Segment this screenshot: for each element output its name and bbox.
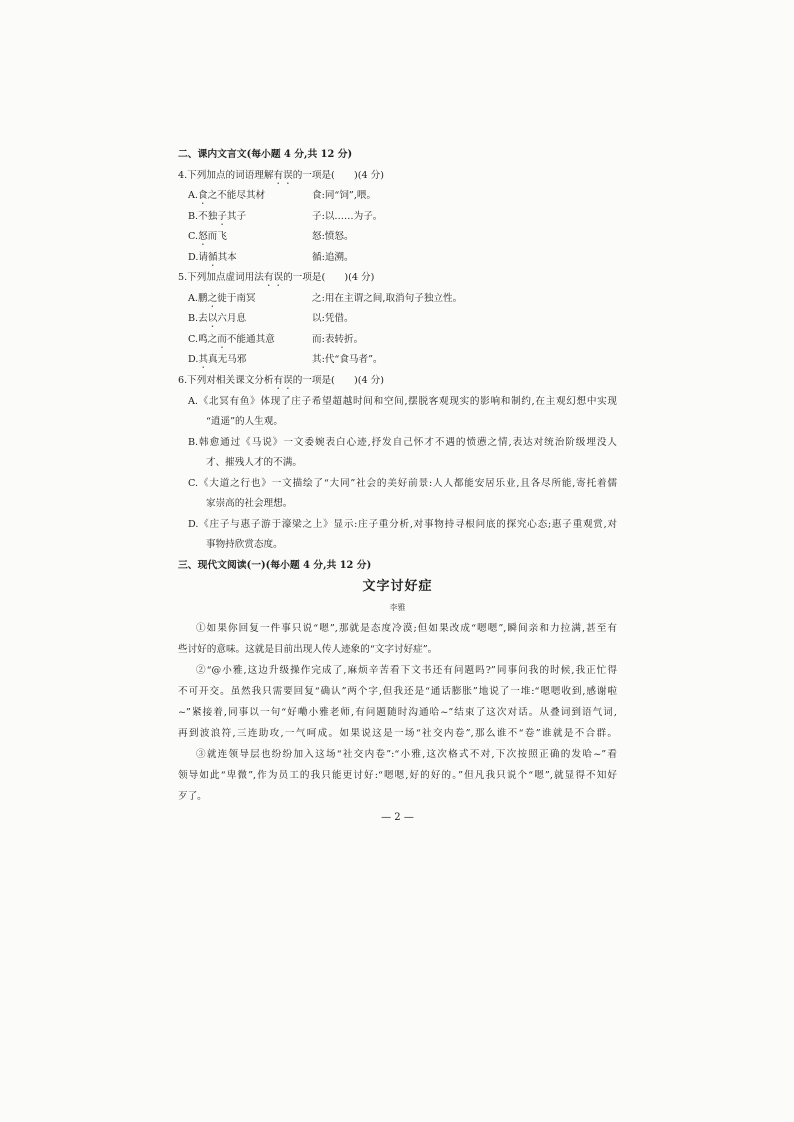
stem-text: 的一项是( )(4 分) [292, 169, 384, 181]
emphasized-text: 有误 [273, 169, 293, 181]
option-text-post: 之不能尽其材 [207, 190, 266, 202]
emphasized-word: 循 [208, 251, 218, 263]
option-label: D. [188, 354, 199, 366]
option-text-post: 六月息 [217, 313, 247, 325]
q6-option-b-line: 才、摧残人才的不满。 [206, 457, 302, 469]
option-explanation: 之:用在主谓之间,取消句子独立性。 [312, 292, 463, 304]
option-explanation: 子:以……为子。 [312, 210, 383, 222]
option-text-post: 其子 [226, 210, 247, 222]
stem-text: 的一项是( )(4 分) [292, 375, 384, 387]
q6-option-c-line: 家崇高的社会理想。 [206, 498, 293, 510]
q5-option-b [178, 309, 617, 330]
option-label: A. [188, 292, 198, 304]
question-6-stem [178, 371, 617, 392]
option-text-post: 真无马邪 [208, 354, 247, 366]
paragraph-line: 不可开交。虽然我只需要回复“确认”两个字,但我还是“通话膨胀”地说了一堆:“嗯嗯收到,感谢啦 [178, 686, 617, 698]
emphasized-word: 子 [217, 210, 227, 222]
q4-option-a [178, 186, 617, 207]
option-text [188, 248, 312, 269]
stem-text: 6.下列对相关课文分析 [178, 375, 274, 387]
option-explanation: 循:追溯。 [312, 251, 354, 263]
option-label: A. [188, 190, 198, 202]
option-label: B. [188, 313, 199, 325]
emphasized-text: 有误 [263, 272, 284, 284]
emphasized-word: 食 [197, 190, 208, 202]
option-text [188, 350, 312, 371]
q5-option-d [178, 350, 617, 371]
option-explanation: 而:表转折。 [312, 333, 364, 345]
emphasized-word: 怒 [198, 231, 208, 243]
stem-text: 5.下列加点虚词用法 [178, 272, 264, 284]
option-text [188, 289, 312, 310]
option-text-pre: 鸣之 [198, 333, 218, 345]
q5-option-c [178, 330, 617, 351]
option-text [188, 309, 312, 330]
question-4-stem [178, 166, 617, 187]
paragraph-line: ~”紧接着,同事以一句“好嘞小雅老师,有问题随时沟通哈~”结束了这次对话。从叠词到语气词, [178, 707, 617, 719]
emphasized-word: 其 [198, 354, 208, 366]
paragraph-line: 领导如此“卑微”,作为员工的我只能更讨好:“嗯嗯,好的好的。”但凡我只说个“嗯”,就显得不知好 [178, 770, 617, 782]
emphasized-text: 有误 [273, 375, 293, 387]
paragraph-line: ③就连领导层也纷纷加入这场“社交内卷”:“小雅,这次格式不对,下次按照正确的发哈~”看 [196, 749, 617, 761]
option-label: B. [188, 210, 199, 222]
paragraph-line: 歹了。 [178, 791, 207, 803]
q6-option-d-line: D.《庄子与惠子游于濠梁之上》显示:庄子重分析,对事物持寻根问底的探究心态;惠子重观赏,对 [188, 518, 617, 530]
paragraph-line: 些讨好的意味。这就是目前出现人传人迹象的“文字讨好症”。 [178, 644, 438, 656]
section-heading: 三、现代文阅读(一)(每小题 4 分,共 12 分) [178, 559, 372, 571]
section-heading: 二、课内文言文(每小题 4 分,共 12 分) [178, 149, 353, 160]
option-text-pre: 不独 [198, 210, 218, 222]
option-text-post: 徙于南冥 [217, 292, 256, 304]
option-text-post: 而飞 [207, 231, 227, 243]
q5-option-a [178, 289, 617, 310]
option-text-post: 其本 [217, 251, 237, 263]
option-explanation: 食:同“饲”,喂。 [312, 190, 377, 202]
option-text [188, 207, 312, 228]
paragraph-line: ②“@小雅,这边升级操作完成了,麻烦辛苦看下文书还有问题吗?”同事问我的时候,我正忙得 [196, 665, 617, 677]
emphasized-word: 以 [207, 313, 218, 325]
option-explanation: 其:代“食马者”。 [312, 354, 383, 366]
emphasized-word: 之 [207, 292, 218, 304]
emphasized-word: 而 [217, 333, 227, 345]
option-text-pre: 去 [198, 313, 208, 325]
option-label: C. [188, 231, 199, 243]
exam-page [178, 145, 617, 829]
option-label: C. [188, 333, 199, 345]
option-text [188, 227, 312, 248]
paragraph-line: ①如果你回复一件事只说“嗯”,那就是态度冷漠;但如果改成“嗯嗯”,瞬间亲和力拉满,甚至有 [196, 623, 617, 635]
option-label: D. [188, 251, 199, 263]
option-text [188, 186, 312, 207]
option-text-pre: 请 [198, 251, 208, 263]
option-text-post: 不能通其意 [226, 333, 275, 345]
q6-option-c-line: C.《大道之行也》一文描绘了“大同”社会的美好前景:人人都能安居乐业,且各尽所能,寄托着儒 [188, 477, 617, 489]
q4-option-c [178, 227, 617, 248]
page-number: — 2 — [381, 812, 414, 824]
article-author: 李雅 [389, 603, 406, 613]
stem-text: 的一项是( )(4 分) [283, 272, 375, 284]
question-5-stem [178, 268, 617, 289]
paragraph-line: 再到波浪符,三连助攻,一气呵成。如果说这是一场“社交内卷”,那么谁不“卷”谁就是不合群。 [178, 728, 617, 740]
option-explanation: 怒:愤怒。 [312, 231, 354, 243]
article-title: 文字讨好症 [362, 579, 433, 595]
q6-option-d-line: 事物持欣赏态度。 [206, 539, 283, 551]
option-explanation: 以:凭借。 [312, 313, 354, 325]
q6-option-b-line: B.韩愈通过《马说》一文委婉表白心迹,抒发自己怀才不遇的愤懑之情,表达对统治阶级埋没人 [188, 436, 617, 448]
stem-text: 4.下列加点的词语理解 [178, 169, 274, 181]
option-text [188, 330, 312, 351]
q6-option-a-line: A.《北冥有鱼》体现了庄子希望超越时间和空间,摆脱客观现实的影响和制约,在主观幻想中实现 [188, 395, 617, 407]
q4-option-b [178, 207, 617, 228]
q6-option-a-line: “逍遥”的人生观。 [206, 416, 283, 428]
q4-option-d [178, 248, 617, 269]
option-text-pre: 鹏 [197, 292, 208, 304]
